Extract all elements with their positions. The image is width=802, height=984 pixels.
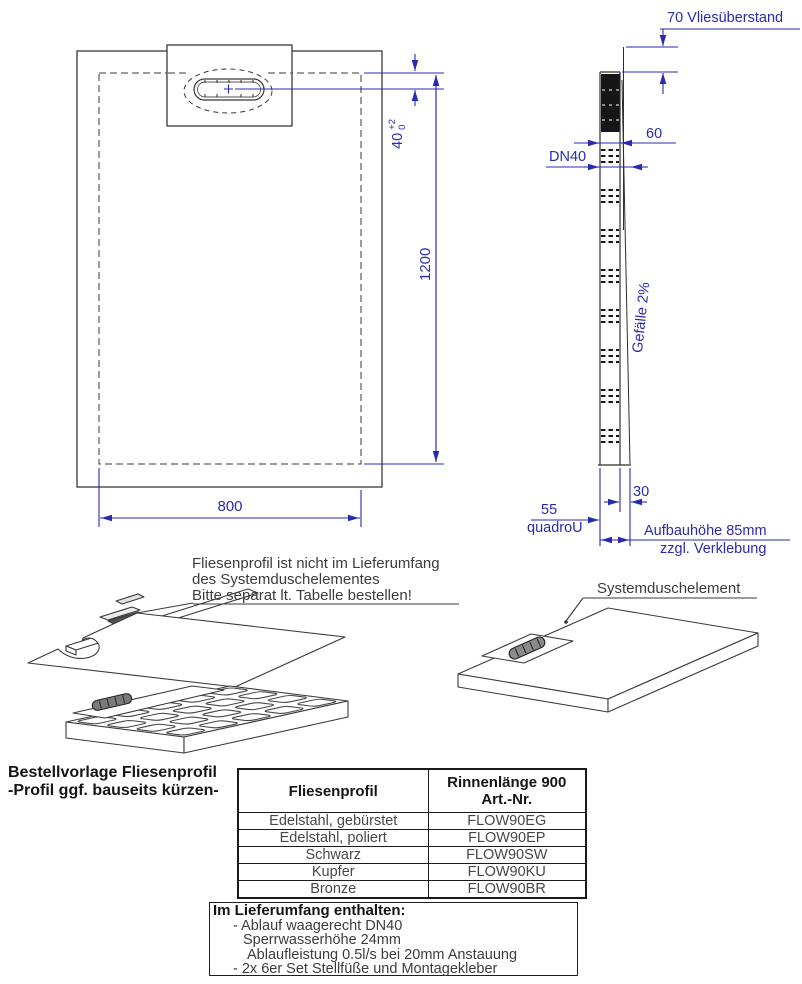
artnr-cell: FLOW90EP xyxy=(428,830,586,847)
table-row xyxy=(238,881,586,899)
delivery-item: Sperrwasserhöhe 24mm xyxy=(243,932,401,949)
profile-cell: Edelstahl, poliert xyxy=(238,830,428,847)
artnr-cell: FLOW90KU xyxy=(428,864,586,881)
note-line-1: Fliesenprofil ist nicht im Lieferumfang xyxy=(192,555,440,572)
scope-of-delivery-box xyxy=(209,902,578,976)
section-view-dimensions xyxy=(531,29,800,546)
dim-30-label: 30 xyxy=(633,484,650,500)
profile-cell: Edelstahl, gebürstet xyxy=(238,813,428,830)
section-view-hatching xyxy=(601,150,619,442)
artnr-cell: FLOW90SW xyxy=(428,847,586,864)
profile-cell: Bronze xyxy=(238,881,428,899)
col-header-artnr-line1: Rinnenlänge 900 xyxy=(447,774,567,791)
table-row xyxy=(238,813,586,830)
col-header-artnr-line2: Art.-Nr. xyxy=(481,791,533,808)
dim-55-label: 55 xyxy=(541,502,558,518)
table-row xyxy=(238,847,586,864)
tolerance-plus: +2 xyxy=(387,119,398,130)
delivery-item: Ablaufleistung 0.5l/s bei 20mm Anstauung xyxy=(247,946,518,963)
profile-cell: Schwarz xyxy=(238,847,428,864)
table-header-row xyxy=(238,769,586,813)
fliesenprofil-order-table xyxy=(237,768,587,899)
dim-40-tolerances xyxy=(388,119,407,130)
note-line-3: Bitte separat lt. Tabelle bestellen! xyxy=(192,587,412,604)
adhesive-note-label: zzgl. Verklebung xyxy=(660,541,767,557)
order-heading-line-1: Bestellvorlage Fliesenprofil xyxy=(8,764,217,781)
build-height-label: Aufbauhöhe 85mm xyxy=(644,523,767,539)
slope-label: Gefälle 2% xyxy=(630,281,654,354)
delivery-item: - Ablauf waagerecht DN40 xyxy=(233,917,403,934)
delivery-item: - 2x 6er Set Stellfüße und Montagekleber xyxy=(233,961,498,978)
delivery-box-title: Im Lieferumfang enthalten: xyxy=(213,902,406,919)
table-row xyxy=(238,864,586,881)
dim-40-value: 40 xyxy=(389,132,406,149)
exploded-view-note xyxy=(192,556,440,604)
tolerance-zero: 0 xyxy=(396,124,408,130)
dim-1200-label: 1200 xyxy=(417,247,434,281)
note-line-2: des Systemduschelementes xyxy=(192,571,380,588)
plan-view-outline xyxy=(77,45,382,487)
iso-view-label: Systemduschelement xyxy=(597,580,741,597)
col-header-fliesenprofil: Fliesenprofil xyxy=(238,769,428,813)
iso-view xyxy=(458,598,758,712)
dim-60-label: 60 xyxy=(646,126,663,142)
vlies-dimension-label: 70 Vliesüberstand xyxy=(667,10,784,26)
artnr-cell: FLOW90BR xyxy=(428,881,586,899)
dim-40-tolerance-label xyxy=(388,119,407,149)
dn40-label: DN40 xyxy=(549,149,587,165)
dim-800-label: 800 xyxy=(217,498,243,515)
col-header-artnr xyxy=(428,769,586,813)
exploded-view xyxy=(28,589,459,753)
product-name-label: quadroU xyxy=(527,520,583,536)
table-row xyxy=(238,830,586,847)
order-heading-line-2: -Profil ggf. bauseits kürzen- xyxy=(8,782,219,799)
artnr-cell: FLOW90EG xyxy=(428,813,586,830)
order-heading xyxy=(8,764,219,800)
profile-cell: Kupfer xyxy=(238,864,428,881)
